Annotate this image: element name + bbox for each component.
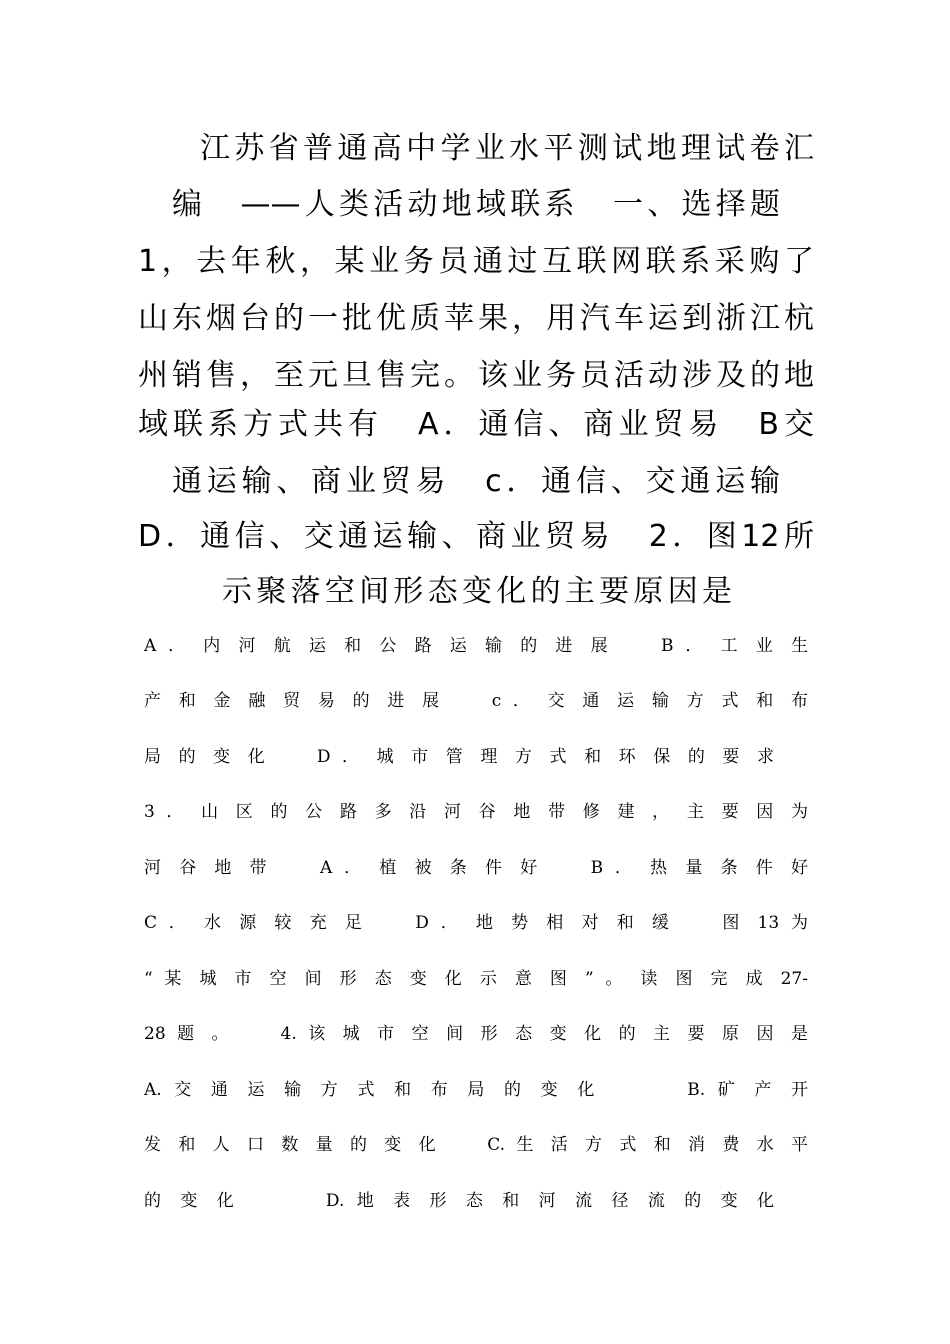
body-line-9: A. 交 通 运 输 方 式 和 布 局 的 变 化 B. 矿 产 开 <box>144 1080 808 1100</box>
body-line-1: A ． 内 河 航 运 和 公 路 运 输 的 进 展 B ． 工 业 生 <box>144 636 808 656</box>
body-line-7: “ 某 城 市 空 间 形 态 变 化 示 意 图 ” 。 读 图 完 成 27- <box>144 969 808 989</box>
body-line-4: 3 ． 山 区 的 公 路 多 沿 河 谷 地 带 修 建 ， 主 要 因 为 <box>144 802 808 822</box>
body-line-11: 的 变 化 D. 地 表 形 态 和 河 流 径 流 的 变 化 <box>144 1191 774 1211</box>
question-2-line-1: D．通信、交通运输、商业贸易 2．图12所 <box>138 519 814 554</box>
body-line-6: C ． 水 源 较 充 足 D ． 地 势 相 对 和 缓 图 13 为 <box>144 913 808 933</box>
title-line-1: 江苏省普通高中学业水平测试地理试卷汇 <box>200 131 814 166</box>
question-1-line-2: 山东烟台的一批优质苹果，用汽车运到浙江杭 <box>138 301 814 336</box>
body-line-8: 28 题 。 4. 该 城 市 空 间 形 态 变 化 的 主 要 原 因 是 <box>144 1024 808 1044</box>
question-1-line-1: 1，去年秋，某业务员通过互联网联系采购了 <box>138 244 814 279</box>
body-line-2: 产 和 金 融 贸 易 的 进 展 c ． 交 通 运 输 方 式 和 布 <box>144 691 808 711</box>
question-2-line-2: 示聚落空间形态变化的主要原因是 <box>222 574 732 609</box>
question-1-line-5: 通运输、商业贸易 c．通信、交通运输 <box>172 464 780 499</box>
question-1-line-3: 州销售，至元旦售完。该业务员活动涉及的地 <box>138 358 814 393</box>
title-line-2: 编 ——人类活动地域联系 一、选择题 <box>172 187 780 222</box>
question-1-line-4: 域联系方式共有 A．通信、商业贸易 B交 <box>138 407 814 442</box>
body-line-3: 局 的 变 化 D ． 城 市 管 理 方 式 和 环 保 的 要 求 <box>144 747 774 767</box>
body-line-5: 河 谷 地 带 A ． 植 被 条 件 好 B ． 热 量 条 件 好 <box>144 858 808 878</box>
body-line-10: 发 和 人 口 数 量 的 变 化 C. 生 活 方 式 和 消 费 水 平 <box>144 1135 808 1155</box>
